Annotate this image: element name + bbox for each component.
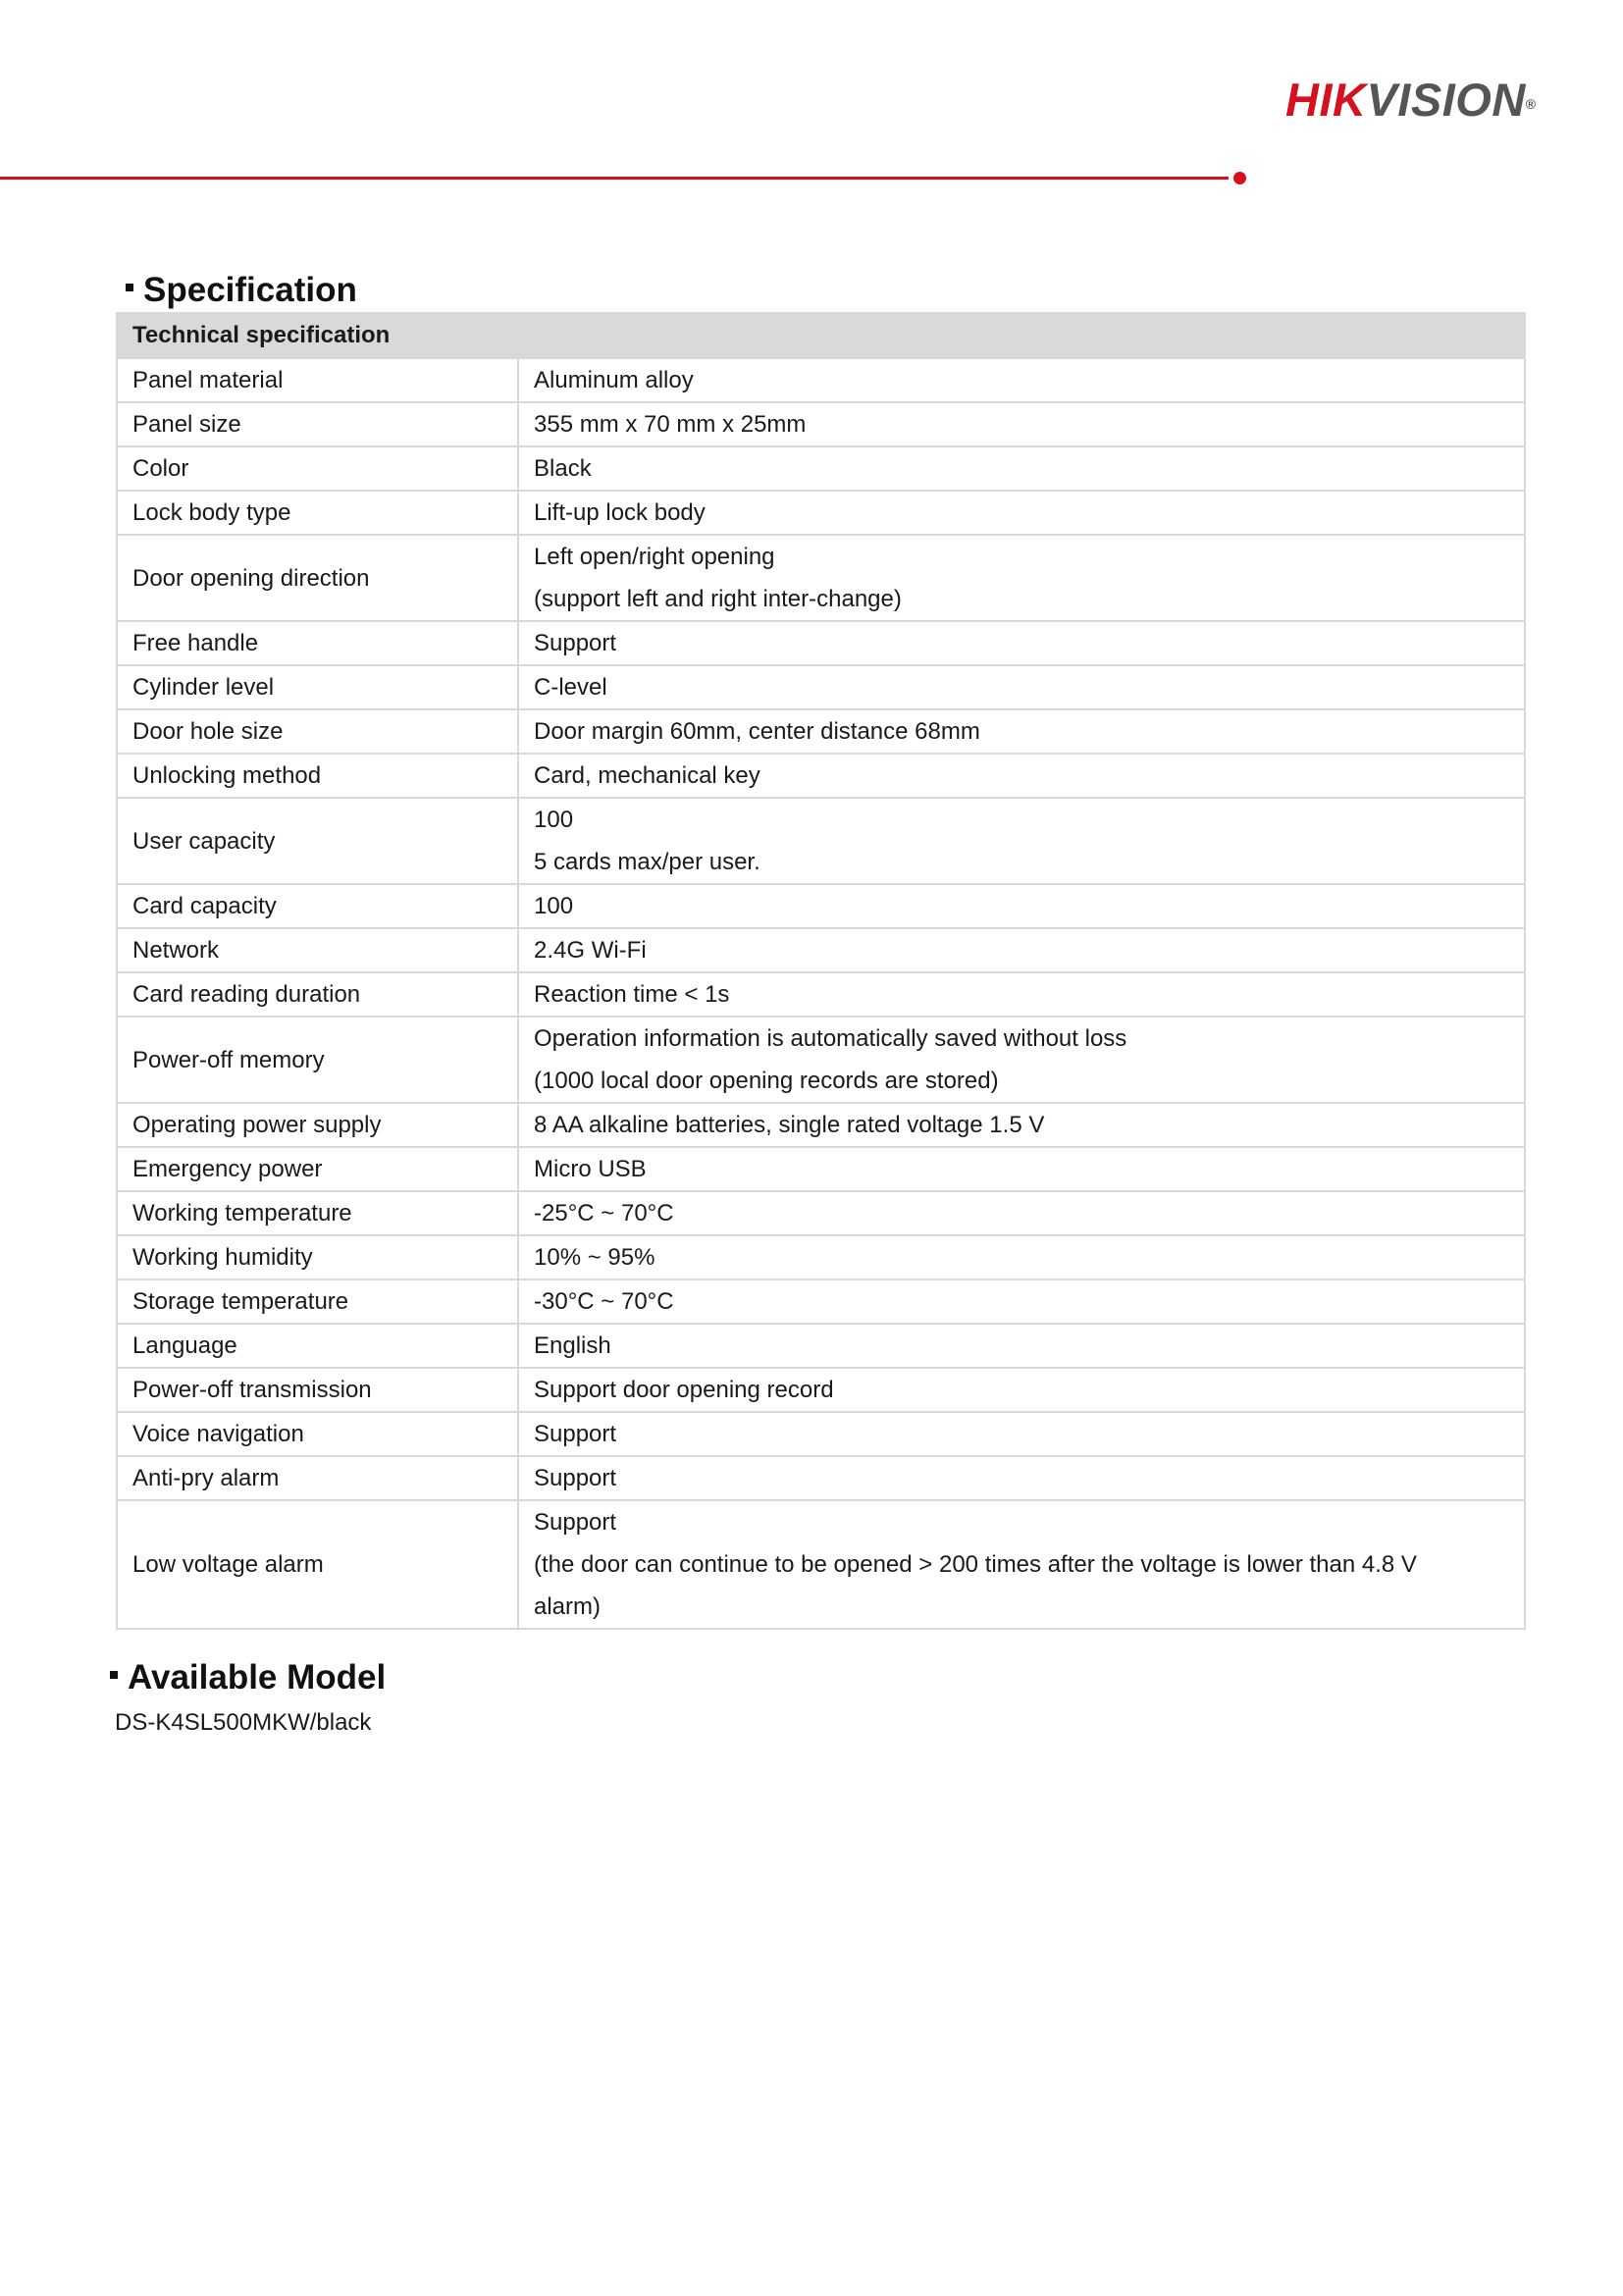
- spec-label-cell: Operating power supply: [117, 1103, 518, 1147]
- spec-value-cell: [518, 1500, 1525, 1629]
- spec-label-cell: Door opening direction: [117, 535, 518, 621]
- spec-value-line: Support: [534, 630, 617, 656]
- spec-value-line: Door margin 60mm, center distance 68mm: [534, 718, 980, 745]
- spec-value-cell: [518, 1324, 1525, 1368]
- header-divider-dot: [1233, 172, 1246, 184]
- table-row: [117, 1235, 1525, 1279]
- spec-label-cell: Card capacity: [117, 884, 518, 928]
- spec-value-line: 2.4G Wi-Fi: [534, 937, 647, 964]
- table-row: [117, 491, 1525, 535]
- spec-value-cell: [518, 709, 1525, 754]
- table-body: [117, 358, 1525, 1629]
- spec-label-cell: Panel material: [117, 358, 518, 402]
- spec-label-cell: Cylinder level: [117, 665, 518, 709]
- table-row: [117, 928, 1525, 972]
- spec-value-line: (the door can continue to be opened > 200 times after the voltage is lower than 4.8 V: [534, 1551, 1417, 1578]
- spec-value-line: alarm): [534, 1593, 602, 1620]
- spec-value-cell: [518, 928, 1525, 972]
- table-row: [117, 972, 1525, 1017]
- spec-value-cell: [518, 446, 1525, 491]
- specification-heading: [126, 270, 357, 311]
- spec-value-cell: [518, 972, 1525, 1017]
- table-row: [117, 1500, 1525, 1629]
- table-row: [117, 1017, 1525, 1103]
- spec-value-cell: [518, 798, 1525, 884]
- hikvision-logo: [1285, 73, 1537, 128]
- spec-value-line: 8 AA alkaline batteries, single rated voltage 1.5 V: [534, 1112, 1045, 1138]
- spec-label-cell: Card reading duration: [117, 972, 518, 1017]
- spec-value-line: -25°C ~ 70°C: [534, 1200, 674, 1226]
- spec-value-line: Lift-up lock body: [534, 499, 706, 526]
- spec-value-line: 10% ~ 95%: [534, 1244, 655, 1271]
- table-row: [117, 1147, 1525, 1191]
- spec-label-cell: Working humidity: [117, 1235, 518, 1279]
- spec-value-cell: [518, 1235, 1525, 1279]
- spec-value-cell: [518, 665, 1525, 709]
- table-row: [117, 884, 1525, 928]
- logo-vision-text: VISION: [1366, 74, 1526, 126]
- technical-specification-table: [116, 312, 1526, 1630]
- logo-registered-mark: ®: [1525, 96, 1537, 112]
- logo-hik-text: HIK: [1285, 74, 1367, 126]
- spec-value-line: Reaction time < 1s: [534, 981, 730, 1008]
- header-divider-line: [0, 177, 1229, 180]
- spec-value-cell: [518, 402, 1525, 446]
- spec-label-cell: User capacity: [117, 798, 518, 884]
- spec-value-line: (support left and right inter-change): [534, 586, 902, 612]
- spec-value-line: Black: [534, 455, 592, 482]
- table-row: [117, 665, 1525, 709]
- table-row: [117, 358, 1525, 402]
- table-row: [117, 1191, 1525, 1235]
- table-row: [117, 1324, 1525, 1368]
- spec-value-line: (1000 local door opening records are stored): [534, 1068, 999, 1094]
- spec-label-cell: Network: [117, 928, 518, 972]
- spec-value-line: -30°C ~ 70°C: [534, 1288, 674, 1315]
- table-row: [117, 709, 1525, 754]
- spec-label-cell: Storage temperature: [117, 1279, 518, 1324]
- spec-label-cell: Low voltage alarm: [117, 1500, 518, 1629]
- spec-value-cell: [518, 1368, 1525, 1412]
- spec-label-cell: Working temperature: [117, 1191, 518, 1235]
- spec-value-cell: [518, 358, 1525, 402]
- spec-value-line: 100: [534, 807, 574, 833]
- table-header-cell: Technical specification: [117, 313, 1525, 358]
- table-row: [117, 446, 1525, 491]
- available-model-heading: [110, 1657, 386, 1698]
- spec-value-cell: [518, 1017, 1525, 1103]
- spec-value-cell: [518, 1191, 1525, 1235]
- spec-value-line: Left open/right opening: [534, 544, 775, 570]
- table-row: [117, 1412, 1525, 1456]
- spec-value-cell: [518, 1456, 1525, 1500]
- spec-value-line: Support door opening record: [534, 1377, 834, 1403]
- spec-value-line: 355 mm x 70 mm x 25mm: [534, 411, 807, 438]
- spec-value-line: C-level: [534, 674, 607, 701]
- spec-value-line: Operation information is automatically saved without loss: [534, 1025, 1127, 1052]
- spec-value-line: Support: [534, 1465, 617, 1491]
- table-row: [117, 402, 1525, 446]
- table-row: [117, 621, 1525, 665]
- table-row: [117, 1279, 1525, 1324]
- spec-value-line: Support: [534, 1509, 617, 1536]
- spec-value-line: Card, mechanical key: [534, 762, 760, 789]
- specification-heading-text: Specification: [143, 271, 357, 309]
- spec-label-cell: Panel size: [117, 402, 518, 446]
- spec-label-cell: Language: [117, 1324, 518, 1368]
- spec-label-cell: Power-off memory: [117, 1017, 518, 1103]
- square-bullet-icon: [110, 1671, 118, 1679]
- spec-label-cell: Unlocking method: [117, 754, 518, 798]
- spec-value-line: Micro USB: [534, 1156, 647, 1182]
- available-model-heading-text: Available Model: [128, 1658, 387, 1696]
- spec-value-cell: [518, 621, 1525, 665]
- spec-value-cell: [518, 1279, 1525, 1324]
- spec-label-cell: Free handle: [117, 621, 518, 665]
- spec-label-cell: Anti-pry alarm: [117, 1456, 518, 1500]
- spec-value-line: 100: [534, 893, 574, 919]
- available-model-name: DS-K4SL500MKW/black: [115, 1709, 372, 1736]
- table-row: [117, 1456, 1525, 1500]
- spec-value-cell: [518, 535, 1525, 621]
- spec-value-line: Support: [534, 1421, 617, 1447]
- spec-label-cell: Color: [117, 446, 518, 491]
- spec-value-cell: [518, 1103, 1525, 1147]
- spec-label-cell: Emergency power: [117, 1147, 518, 1191]
- spec-value-line: 5 cards max/per user.: [534, 849, 760, 875]
- spec-value-line: Aluminum alloy: [534, 367, 694, 393]
- spec-value-cell: [518, 1412, 1525, 1456]
- table-row: [117, 754, 1525, 798]
- spec-label-cell: Door hole size: [117, 709, 518, 754]
- table-row: [117, 1368, 1525, 1412]
- spec-value-cell: [518, 884, 1525, 928]
- square-bullet-icon: [126, 284, 133, 291]
- spec-value-cell: [518, 754, 1525, 798]
- spec-label-cell: Lock body type: [117, 491, 518, 535]
- spec-value-cell: [518, 1147, 1525, 1191]
- spec-label-cell: Voice navigation: [117, 1412, 518, 1456]
- spec-value-cell: [518, 491, 1525, 535]
- table-row: [117, 535, 1525, 621]
- spec-value-line: English: [534, 1332, 611, 1359]
- table-row: [117, 1103, 1525, 1147]
- table-row: [117, 798, 1525, 884]
- table-header-row: [117, 313, 1525, 358]
- spec-label-cell: Power-off transmission: [117, 1368, 518, 1412]
